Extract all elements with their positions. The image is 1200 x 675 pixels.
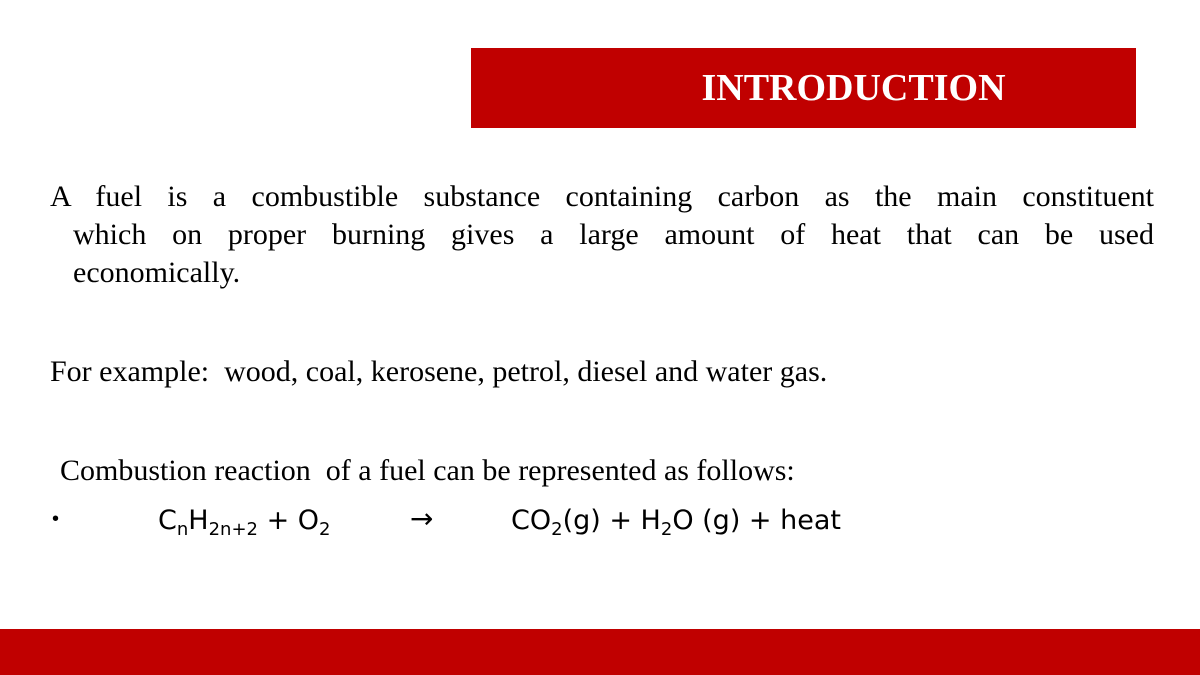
definition-line-1: A fuel is a combustible substance containing carbon as the main constituent: [50, 180, 1154, 213]
footer-bar: [0, 629, 1200, 675]
oxygen-term: + O: [258, 505, 320, 536]
carbon-symbol: C: [158, 505, 177, 536]
equation-products: [511, 505, 841, 540]
co-state: (g) + H: [562, 505, 661, 536]
combustion-intro: Combustion reaction of a fuel can be represented as follows:: [60, 454, 795, 487]
definition-line-2: which on proper burning gives a large amount of heat that can be used: [73, 218, 1154, 251]
co-subscript: 2: [551, 519, 563, 540]
title-banner: [471, 48, 1136, 128]
definition-line-3: economically.: [73, 256, 241, 289]
water-subscript: 2: [660, 519, 673, 540]
slide-title: INTRODUCTION: [701, 67, 1006, 109]
example-text: For example: wood, coal, kerosene, petrol, diesel and water gas.: [50, 355, 828, 388]
combustion-equation: [0, 500, 1200, 550]
arrow-icon: →: [410, 502, 434, 535]
equation-reactants: [158, 505, 331, 540]
carbon-subscript: n: [176, 519, 189, 540]
water-rest: O (g) + heat: [672, 505, 841, 536]
oxygen-subscript: 2: [319, 519, 331, 540]
definition-paragraph: [50, 178, 1154, 292]
co-symbol: CO: [511, 505, 552, 536]
hydrogen-subscript: 2n+2: [208, 519, 258, 540]
bullet-icon: •: [52, 508, 60, 530]
hydrogen-symbol: H: [188, 505, 209, 536]
